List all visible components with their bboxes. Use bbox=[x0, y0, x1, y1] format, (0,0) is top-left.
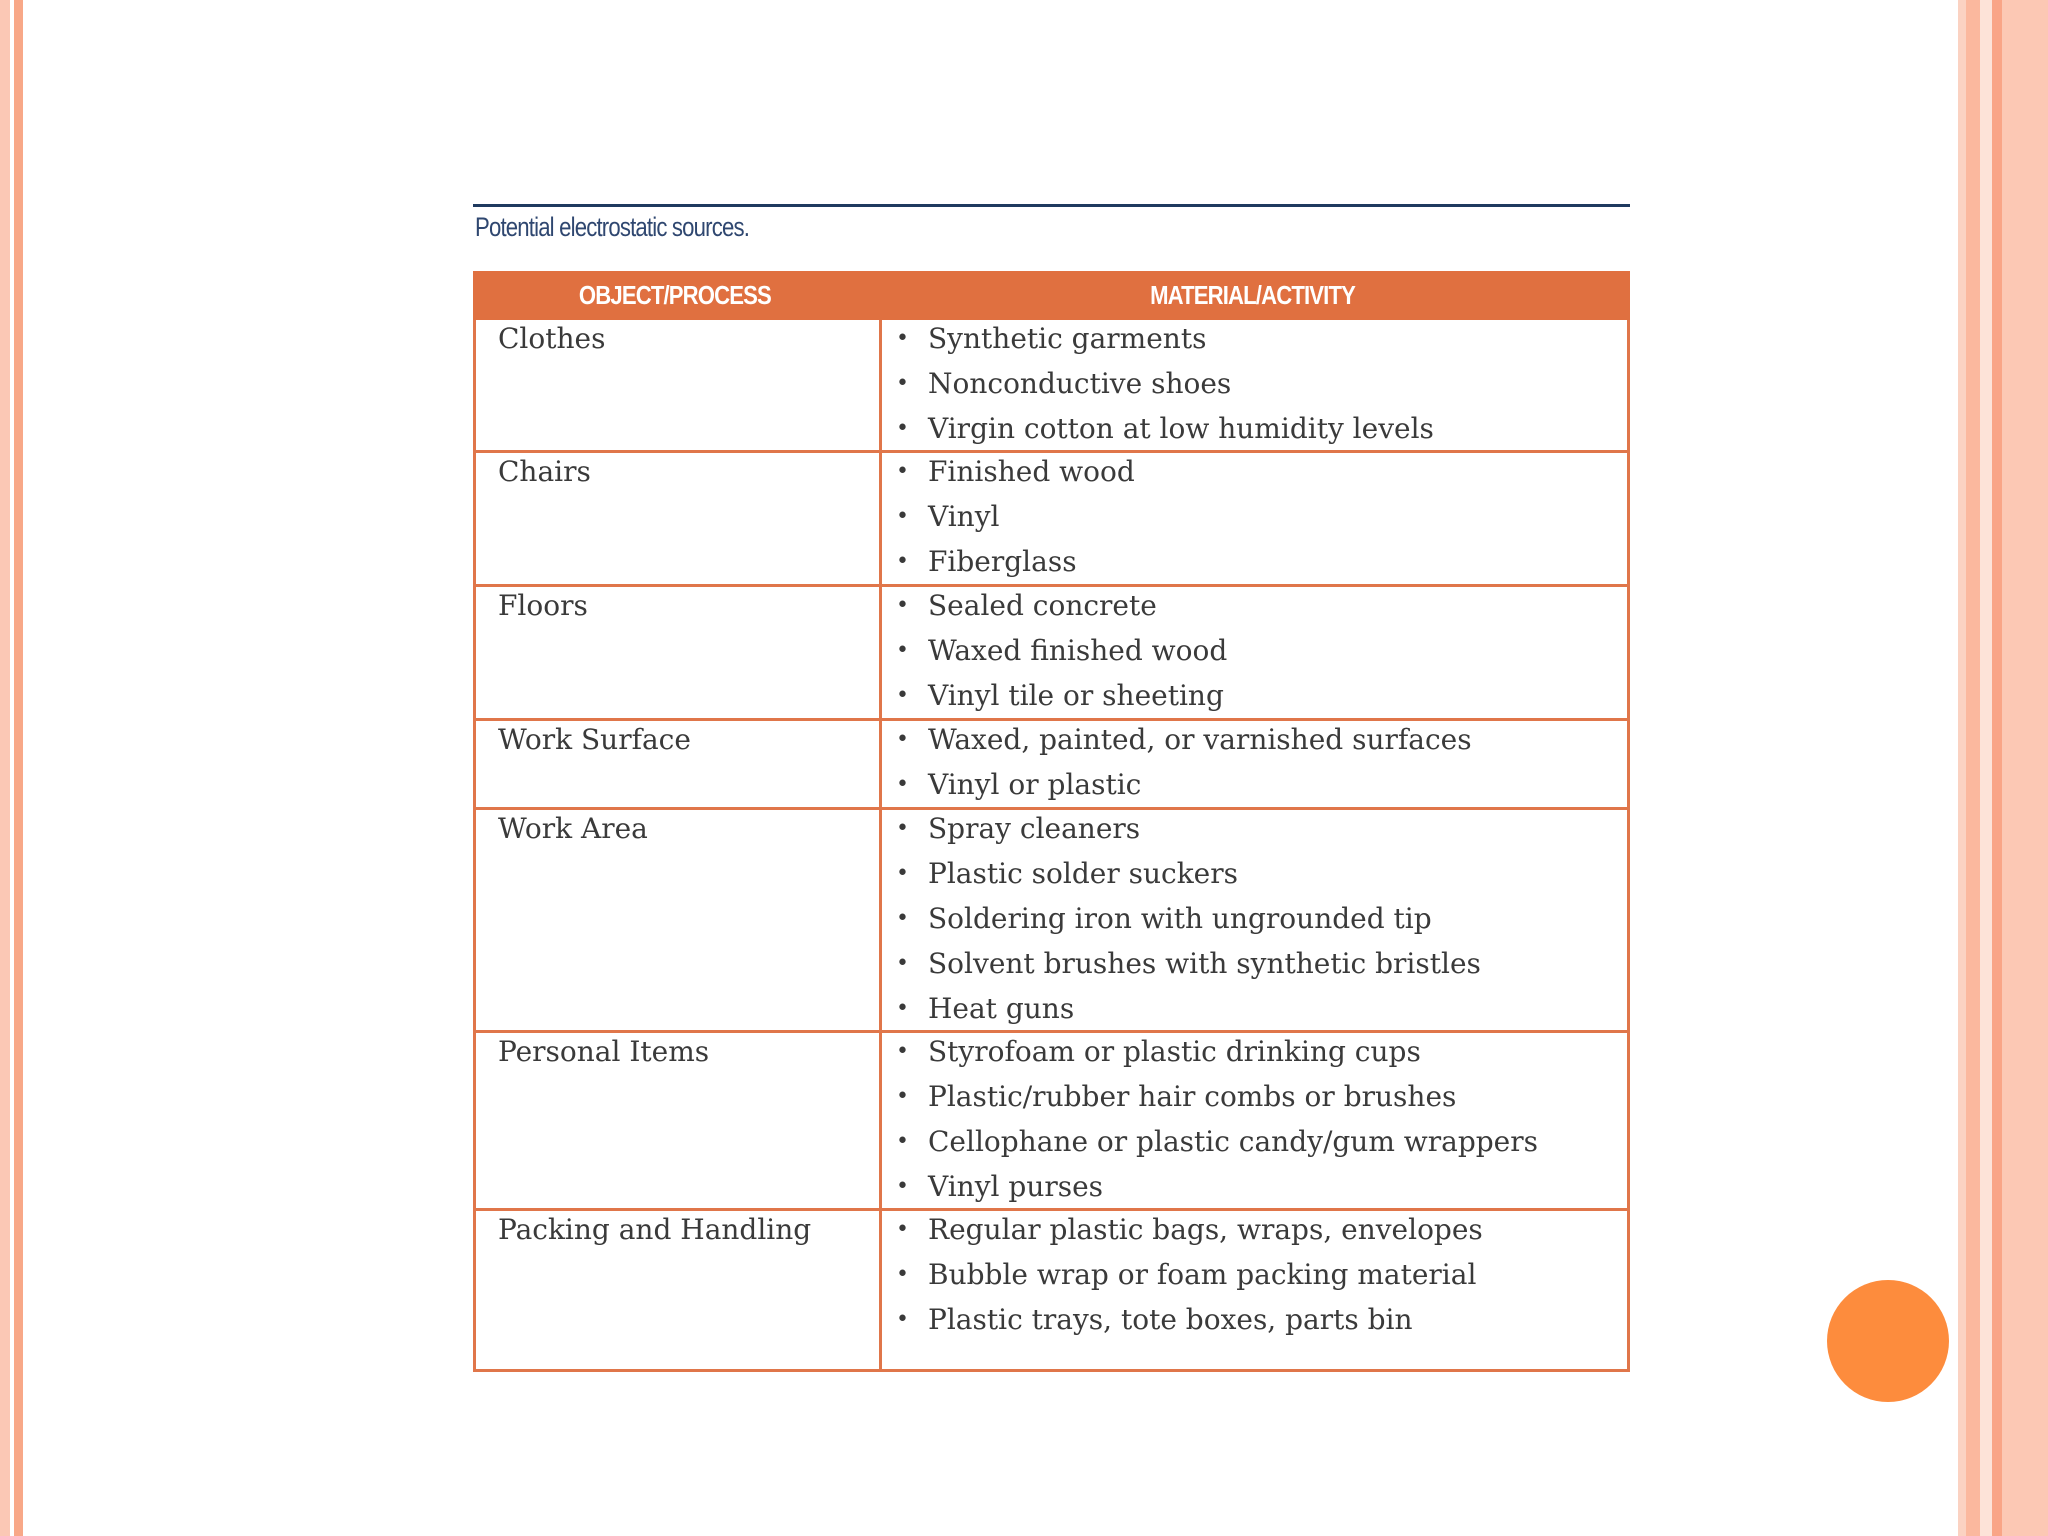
row-material-list bbox=[896, 322, 1434, 457]
row-object-label: Work Area bbox=[498, 812, 648, 845]
bullet-icon: • bbox=[896, 683, 909, 708]
left-decorative-rail bbox=[0, 0, 10, 1536]
bullet-icon: • bbox=[896, 1129, 909, 1154]
list-item bbox=[896, 412, 1434, 457]
list-item bbox=[896, 545, 1135, 590]
list-item bbox=[896, 679, 1227, 724]
bullet-icon: • bbox=[896, 638, 909, 663]
list-item bbox=[896, 1080, 1538, 1125]
bullet-icon: • bbox=[896, 1307, 909, 1332]
list-item bbox=[896, 1258, 1483, 1303]
bullet-icon: • bbox=[896, 861, 909, 886]
list-item-text: Nonconductive shoes bbox=[928, 367, 1232, 400]
table-row bbox=[476, 320, 1627, 453]
accent-circle bbox=[1827, 1280, 1949, 1402]
right-decorative-band bbox=[1980, 0, 1992, 1536]
list-item-text: Cellophane or plastic candy/gum wrappers bbox=[928, 1125, 1538, 1158]
list-item-text: Plastic/rubber hair combs or brushes bbox=[928, 1080, 1457, 1113]
row-object-label: Personal Items bbox=[498, 1035, 710, 1068]
row-object-label: Chairs bbox=[498, 455, 591, 488]
electrostatic-sources-table bbox=[473, 271, 1630, 1372]
list-item-text: Vinyl purses bbox=[928, 1170, 1104, 1203]
list-item-text: Heat guns bbox=[928, 992, 1075, 1025]
bullet-icon: • bbox=[896, 326, 909, 351]
table-header bbox=[473, 271, 1630, 320]
list-item-text: Plastic trays, tote boxes, parts bin bbox=[928, 1303, 1413, 1336]
list-item bbox=[896, 500, 1135, 545]
list-item bbox=[896, 589, 1227, 634]
bullet-icon: • bbox=[896, 1174, 909, 1199]
right-decorative-band bbox=[1966, 0, 1980, 1536]
list-item-text: Waxed finished wood bbox=[928, 634, 1228, 667]
list-item-text: Vinyl bbox=[928, 500, 1000, 533]
list-item bbox=[896, 322, 1434, 367]
bullet-icon: • bbox=[896, 996, 909, 1021]
list-item bbox=[896, 992, 1481, 1037]
row-object-label: Floors bbox=[498, 589, 588, 622]
list-item-text: Virgin cotton at low humidity levels bbox=[928, 412, 1434, 445]
list-item-text: Waxed, painted, or varnished surfaces bbox=[928, 723, 1472, 756]
list-item-text: Finished wood bbox=[928, 455, 1135, 488]
bullet-icon: • bbox=[896, 416, 909, 441]
left-decorative-rail-inner bbox=[14, 0, 23, 1536]
table-row bbox=[476, 587, 1627, 721]
bullet-icon: • bbox=[896, 371, 909, 396]
header-object-process: OBJECT/PROCESS bbox=[578, 280, 771, 310]
caption-rule bbox=[473, 204, 1630, 207]
list-item-text: Spray cleaners bbox=[928, 812, 1141, 845]
bullet-icon: • bbox=[896, 504, 909, 529]
bullet-icon: • bbox=[896, 549, 909, 574]
list-item-text: Fiberglass bbox=[928, 545, 1077, 578]
list-item-text: Sealed concrete bbox=[928, 589, 1157, 622]
list-item-text: Synthetic garments bbox=[928, 322, 1207, 355]
table-row bbox=[476, 1211, 1627, 1372]
list-item bbox=[896, 1303, 1483, 1348]
right-decorative-band bbox=[1992, 0, 2002, 1536]
list-item-text: Vinyl or plastic bbox=[928, 768, 1142, 801]
row-object-label: Packing and Handling bbox=[498, 1213, 812, 1246]
row-material-list bbox=[896, 1035, 1538, 1215]
list-item bbox=[896, 1035, 1538, 1080]
list-item-text: Plastic solder suckers bbox=[928, 857, 1238, 890]
list-item bbox=[896, 1170, 1538, 1215]
bullet-icon: • bbox=[896, 816, 909, 841]
bullet-icon: • bbox=[896, 459, 909, 484]
list-item bbox=[896, 455, 1135, 500]
list-item bbox=[896, 857, 1481, 902]
bullet-icon: • bbox=[896, 1262, 909, 1287]
row-material-list bbox=[896, 812, 1481, 1037]
list-item bbox=[896, 812, 1481, 857]
list-item bbox=[896, 947, 1481, 992]
list-item bbox=[896, 1213, 1483, 1258]
row-object-label: Clothes bbox=[498, 322, 606, 355]
table-caption: Potential electrostatic sources. bbox=[475, 212, 750, 242]
list-item bbox=[896, 1125, 1538, 1170]
list-item-text: Regular plastic bags, wraps, envelopes bbox=[928, 1213, 1483, 1246]
bullet-icon: • bbox=[896, 727, 909, 752]
header-material-activity: MATERIAL/ACTIVITY bbox=[1150, 280, 1356, 310]
bullet-icon: • bbox=[896, 1039, 909, 1064]
table-row bbox=[476, 1033, 1627, 1211]
list-item bbox=[896, 902, 1481, 947]
row-material-list bbox=[896, 1213, 1483, 1348]
table-row bbox=[476, 810, 1627, 1033]
right-decorative-band bbox=[1958, 0, 1966, 1536]
bullet-icon: • bbox=[896, 593, 909, 618]
bullet-icon: • bbox=[896, 772, 909, 797]
bullet-icon: • bbox=[896, 1217, 909, 1242]
row-object-label: Work Surface bbox=[498, 723, 691, 756]
row-material-list bbox=[896, 723, 1472, 813]
list-item bbox=[896, 768, 1472, 813]
table-row bbox=[476, 453, 1627, 587]
right-decorative-band bbox=[2002, 0, 2048, 1536]
row-material-list bbox=[896, 455, 1135, 590]
list-item-text: Soldering iron with ungrounded tip bbox=[928, 902, 1432, 935]
table-row bbox=[476, 721, 1627, 810]
list-item-text: Solvent brushes with synthetic bristles bbox=[928, 947, 1481, 980]
row-material-list bbox=[896, 589, 1228, 724]
list-item-text: Bubble wrap or foam packing material bbox=[928, 1258, 1477, 1291]
list-item bbox=[896, 723, 1472, 768]
list-item bbox=[896, 367, 1434, 412]
bullet-icon: • bbox=[896, 951, 909, 976]
list-item-text: Vinyl tile or sheeting bbox=[928, 679, 1224, 712]
bullet-icon: • bbox=[896, 1084, 909, 1109]
bullet-icon: • bbox=[896, 906, 909, 931]
list-item-text: Styrofoam or plastic drinking cups bbox=[928, 1035, 1421, 1068]
list-item bbox=[896, 634, 1228, 679]
